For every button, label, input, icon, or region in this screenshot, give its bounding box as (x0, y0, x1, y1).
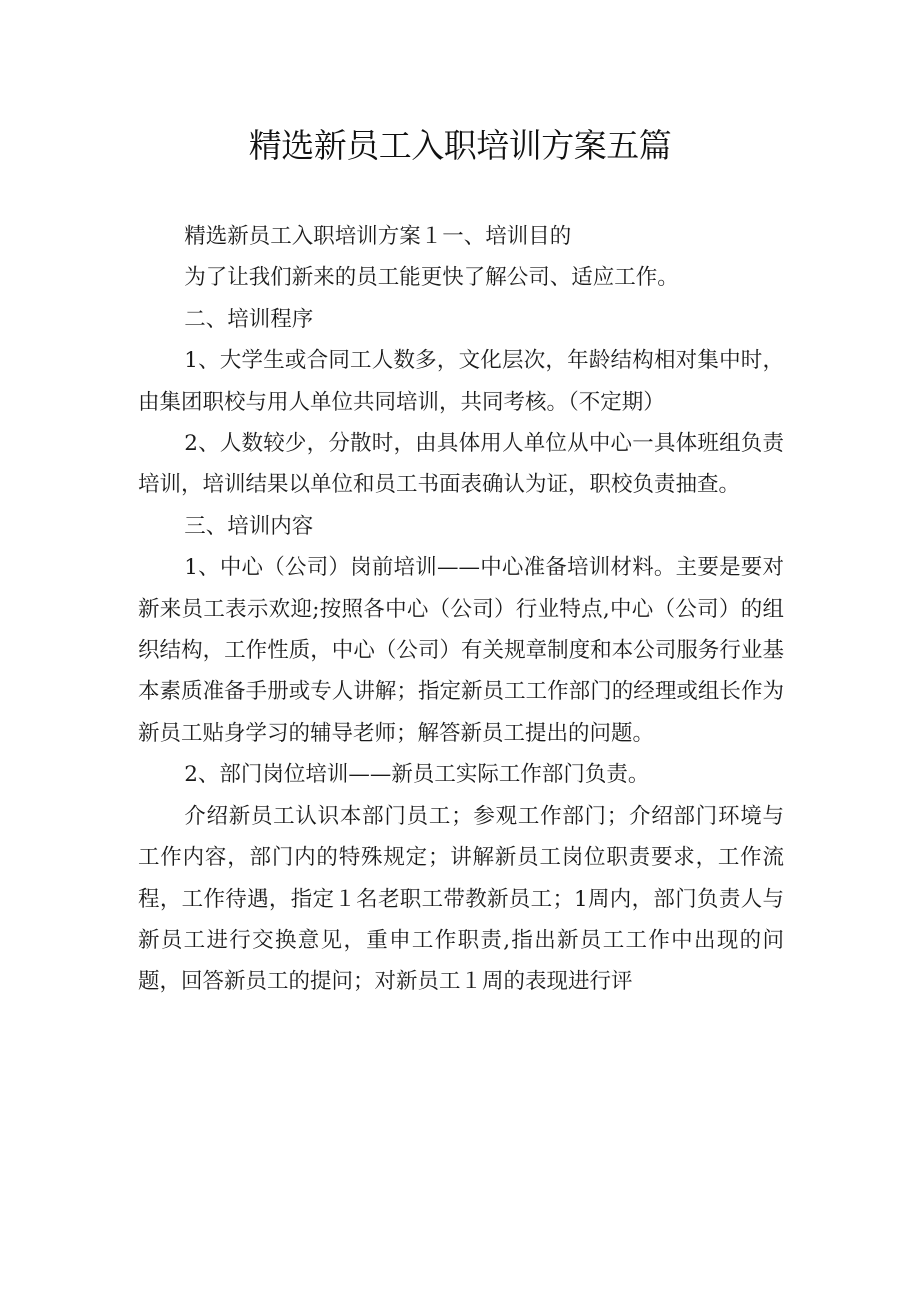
paragraph-intro-heading: 精选新员工入职培训方案１一、培训目的 (184, 224, 572, 249)
paragraph-content-2: 2、部门岗位培训——新员工实际工作部门负责。 (184, 762, 650, 788)
document-title: 精选新员工入职培训方案五篇 (248, 126, 672, 165)
paragraph-content-1: 1、中心（公司）岗前培训——中心准备培训材料。主要是要对新来员工表示欢迎;按照各中心（公司）行业特点,中心（公司）的组织结构，工作性质，中心（公司）有关规章制度和本公司服务行业基本素质准备手册或专人讲解；指定新员工工作部门的经理或组长作为新员工贴身学习的辅导老师；解答新员工提出的问题。 (138, 555, 784, 746)
paragraph-procedure-2: 2、人数较少，分散时，由具体用人单位从中心一具体班组负责培训，培训结果以单位和员工书面表确认为证，职校负责抽查。 (138, 431, 784, 498)
document-body (138, 216, 784, 1003)
paragraph-procedure-1: 1、大学生或合同工人数多，文化层次，年龄结构相对集中时，由集团职校与用人单位共同培训，共同考核。（不定期） (138, 348, 784, 415)
paragraph-content-2-detail: 介绍新员工认识本部门员工；参观工作部门；介绍部门环境与工作内容，部门内的特殊规定；讲解新员工岗位职责要求，工作流程，工作待遇，指定１名老职工带教新员工；1周内，部门负责人与新员工进行交换意见，重申工作职责,指出新员工工作中出现的问题，回答新员工的提问；对新员工１周的表现进行评 (138, 803, 784, 995)
paragraph-purpose: 为了让我们新来的员工能更快了解公司、适应工作。 (184, 265, 679, 291)
section-heading-procedure: 二、培训程序 (184, 306, 314, 332)
section-heading-content: 三、培训内容 (184, 513, 314, 539)
